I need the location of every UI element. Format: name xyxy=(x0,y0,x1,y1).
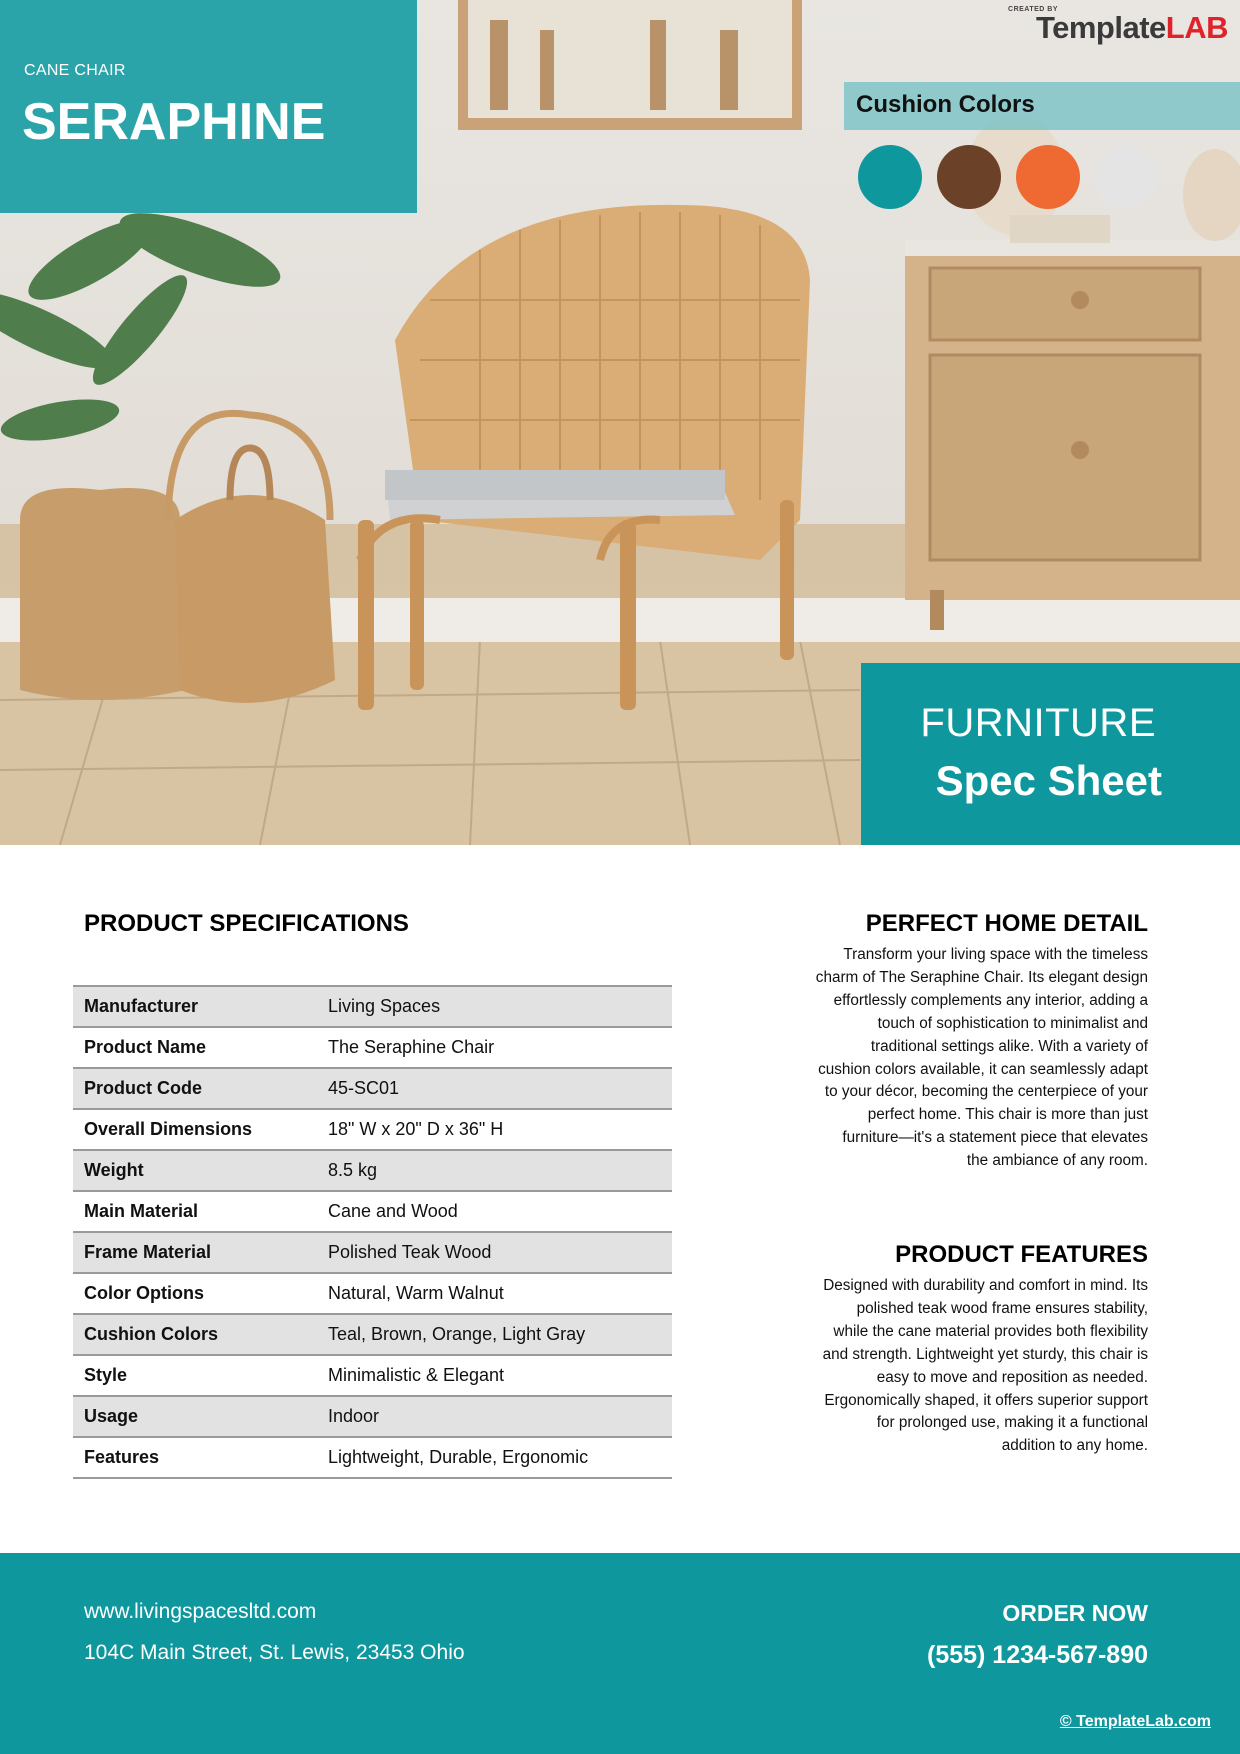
specs-table xyxy=(73,985,672,1479)
badge-spec-sheet: Spec Sheet xyxy=(935,757,1162,804)
detail-line: to your décor, becoming the centerpiece of your xyxy=(824,1083,1148,1101)
features-section xyxy=(770,1241,1148,1458)
detail-line: traditional settings alike. With a variety of xyxy=(870,1037,1148,1055)
templatelab-logo xyxy=(1008,6,1228,46)
spec-row xyxy=(73,1314,672,1355)
copyright-link[interactable]: © TemplateLab.com xyxy=(1059,1713,1211,1730)
spec-value: 8.5 kg xyxy=(316,1150,672,1191)
spec-row xyxy=(73,1150,672,1191)
spec-label: Color Options xyxy=(73,1273,316,1314)
features-line: Ergonomically shaped, it offers superior support xyxy=(824,1391,1148,1409)
spec-row xyxy=(73,986,672,1027)
detail-line: Transform your living space with the timeless xyxy=(843,946,1148,963)
spec-value: Cane and Wood xyxy=(316,1191,672,1232)
features-heading: PRODUCT FEATURES xyxy=(895,1241,1148,1268)
spec-row xyxy=(73,1232,672,1273)
address: 104C Main Street, St. Lewis, 23453 Ohio xyxy=(84,1641,465,1664)
logo-lab-text: LAB xyxy=(1165,10,1228,45)
product-title: SERAPHINE xyxy=(22,93,326,151)
spec-row xyxy=(73,1355,672,1396)
swatch-orange xyxy=(1016,145,1080,209)
home-detail-text xyxy=(770,944,1148,1173)
spec-row xyxy=(73,1109,672,1150)
detail-line: touch of sophistication to minimalist and xyxy=(877,1014,1148,1032)
spec-row xyxy=(73,1068,672,1109)
spec-label: Cushion Colors xyxy=(73,1314,316,1355)
spec-row xyxy=(73,1396,672,1437)
detail-line: the ambiance of any room. xyxy=(966,1152,1148,1170)
features-line: easy to move and reposition as needed. xyxy=(876,1368,1148,1386)
detail-line: perfect home. This chair is more than just xyxy=(867,1106,1148,1124)
phone-number[interactable]: (555) 1234-567-890 xyxy=(927,1641,1148,1669)
spec-label: Manufacturer xyxy=(73,986,316,1027)
home-detail-heading: PERFECT HOME DETAIL xyxy=(865,910,1148,937)
logo-template-text: Template xyxy=(1035,10,1166,45)
spec-value: 45-SC01 xyxy=(316,1068,672,1109)
spec-value: The Seraphine Chair xyxy=(316,1027,672,1068)
spec-label: Main Material xyxy=(73,1191,316,1232)
cushion-colors-panel xyxy=(844,82,1240,130)
spec-label: Usage xyxy=(73,1396,316,1437)
spec-value: Natural, Warm Walnut xyxy=(316,1273,672,1314)
specs-heading: PRODUCT SPECIFICATIONS xyxy=(84,910,409,937)
spec-value: 18" W x 20" D x 36" H xyxy=(316,1109,672,1150)
spec-row xyxy=(73,1027,672,1068)
detail-line: furniture—it's a statement piece that elevates xyxy=(842,1129,1148,1147)
spec-label: Overall Dimensions xyxy=(73,1109,316,1150)
swatch-teal xyxy=(858,145,922,209)
badge-furniture: FURNITURE xyxy=(920,701,1156,745)
spec-value: Living Spaces xyxy=(316,986,672,1027)
spec-value: Teal, Brown, Orange, Light Gray xyxy=(316,1314,672,1355)
logo-created-by: CREATED BY xyxy=(1008,6,1058,13)
spec-label: Features xyxy=(73,1437,316,1478)
features-line: while the cane material provides both flexibility xyxy=(833,1322,1148,1340)
hero-photo xyxy=(0,0,1240,845)
title-block xyxy=(0,0,417,213)
order-now-label: ORDER NOW xyxy=(1002,1600,1148,1626)
detail-line: cushion colors available, it can seamlessly adapt xyxy=(818,1060,1148,1078)
features-line: Designed with durability and comfort in mind. Its xyxy=(823,1277,1148,1294)
footer xyxy=(0,1553,1240,1754)
features-line: polished teak wood frame ensures stability, xyxy=(856,1299,1148,1317)
home-detail-section xyxy=(770,910,1148,1173)
website-link[interactable]: www.livingspacesltd.com xyxy=(84,1600,317,1623)
features-line: addition to any home. xyxy=(1001,1437,1148,1455)
spec-row xyxy=(73,1273,672,1314)
spec-value: Minimalistic & Elegant xyxy=(316,1355,672,1396)
logo-wordmark xyxy=(1008,10,1228,46)
features-line: for prolonged use, making it a functional xyxy=(876,1414,1148,1432)
detail-line: charm of The Seraphine Chair. Its elegant design xyxy=(815,968,1148,986)
spec-row xyxy=(73,1191,672,1232)
swatch-brown xyxy=(937,145,1001,209)
product-category: CANE CHAIR xyxy=(24,62,126,79)
spec-label: Weight xyxy=(73,1150,316,1191)
features-line: and strength. Lightweight yet sturdy, this chair is xyxy=(822,1345,1148,1363)
spec-label: Style xyxy=(73,1355,316,1396)
features-text xyxy=(770,1275,1148,1458)
spec-value: Polished Teak Wood xyxy=(316,1232,672,1273)
spec-label: Product Name xyxy=(73,1027,316,1068)
spec-sheet-badge xyxy=(861,663,1240,845)
swatch-light-gray xyxy=(1094,145,1158,209)
spec-value: Indoor xyxy=(316,1396,672,1437)
spec-row xyxy=(73,1437,672,1478)
spec-label: Product Code xyxy=(73,1068,316,1109)
cushion-colors-label: Cushion Colors xyxy=(856,91,1035,118)
spec-label: Frame Material xyxy=(73,1232,316,1273)
spec-value: Lightweight, Durable, Ergonomic xyxy=(316,1437,672,1478)
detail-line: effortlessly complements any interior, adding a xyxy=(833,991,1148,1009)
